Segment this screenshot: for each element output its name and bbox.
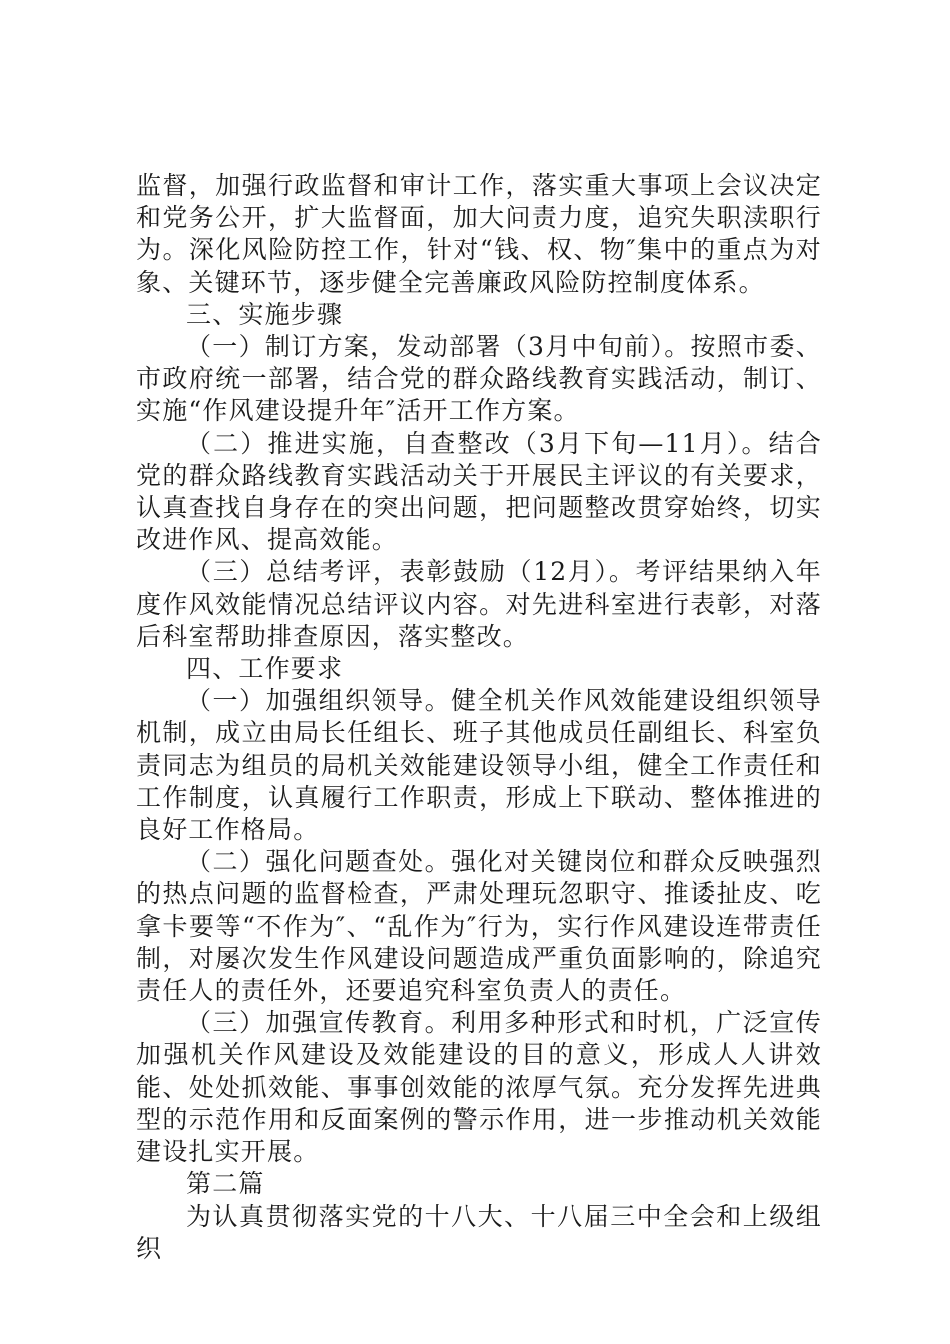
chapter-heading-part-two: 第二篇 [186,1169,265,1199]
paragraph-requirement-1: （一）加强组织领导。健全机关作风效能建设组织领导机制，成立由局长任组长、班子其他成员任副组长、科室负责同志为组员的局机关效能建设领导小组，健全工作责任和工作制度，认真履行工作职责，形成上下联动、整体推进的良好工作格局。 [136,686,822,845]
paragraph-requirement-2: （二）强化问题查处。强化对关键岗位和群众反映强烈的热点问题的监督检查，严肃处理玩忽职守、推诿扯皮、吃拿卡要等“不作为″、“乱作为″行为，实行作风建设连带责任制，对屡次发生作风建设问题造成严重负面影响的，除追究责任人的责任外，还要追究科室负责人的责任。 [136,847,822,1006]
paragraph-step-3: （三）总结考评，表彰鼓励（12月）。考评结果纳入年度作风效能情况总结评议内容。对先进科室进行表彰，对落后科室帮助排查原因，落实整改。 [136,557,822,651]
paragraph-requirement-3: （三）加强宣传教育。利用多种形式和时机，广泛宣传加强机关作风建设及效能建设的目的意义，形成人人讲效能、处处抓效能、事事创效能的浓厚气氛。充分发挥先进典型的示范作用和反面案例的警示作用，进一步推动机关效能建设扎实开展。 [136,1008,822,1167]
document-body [136,170,822,1265]
paragraph-continuation: 监督，加强行政监督和审计工作，落实重大事项上会议决定和党务公开，扩大监督面，加大问责力度，追究失职渎职行为。深化风险防控工作，针对“钱、权、物″集中的重点为对象、关键环节，逐步健全完善廉政风险防控制度体系。 [136,171,822,297]
section-heading-work-requirements: 四、工作要求 [186,654,344,684]
section-heading-implementation-steps: 三、实施步骤 [186,299,344,329]
paragraph-step-2: （二）推进实施，自查整改（3月下旬—11月）。结合党的群众路线教育实践活动关于开展民主评议的有关要求，认真查找自身存在的突出问题，把问题整改贯穿始终，切实改进作风、提高效能。 [136,428,822,555]
paragraph-step-1: （一）制订方案，发动部署（3月中旬前）。按照市委、市政府统一部署，结合党的群众路线教育实践活动，制订、实施“作风建设提升年″活开工作方案。 [136,332,822,426]
paragraph-part-two-intro: 为认真贯彻落实党的十八大、十八届三中全会和上级组织 [136,1201,822,1263]
